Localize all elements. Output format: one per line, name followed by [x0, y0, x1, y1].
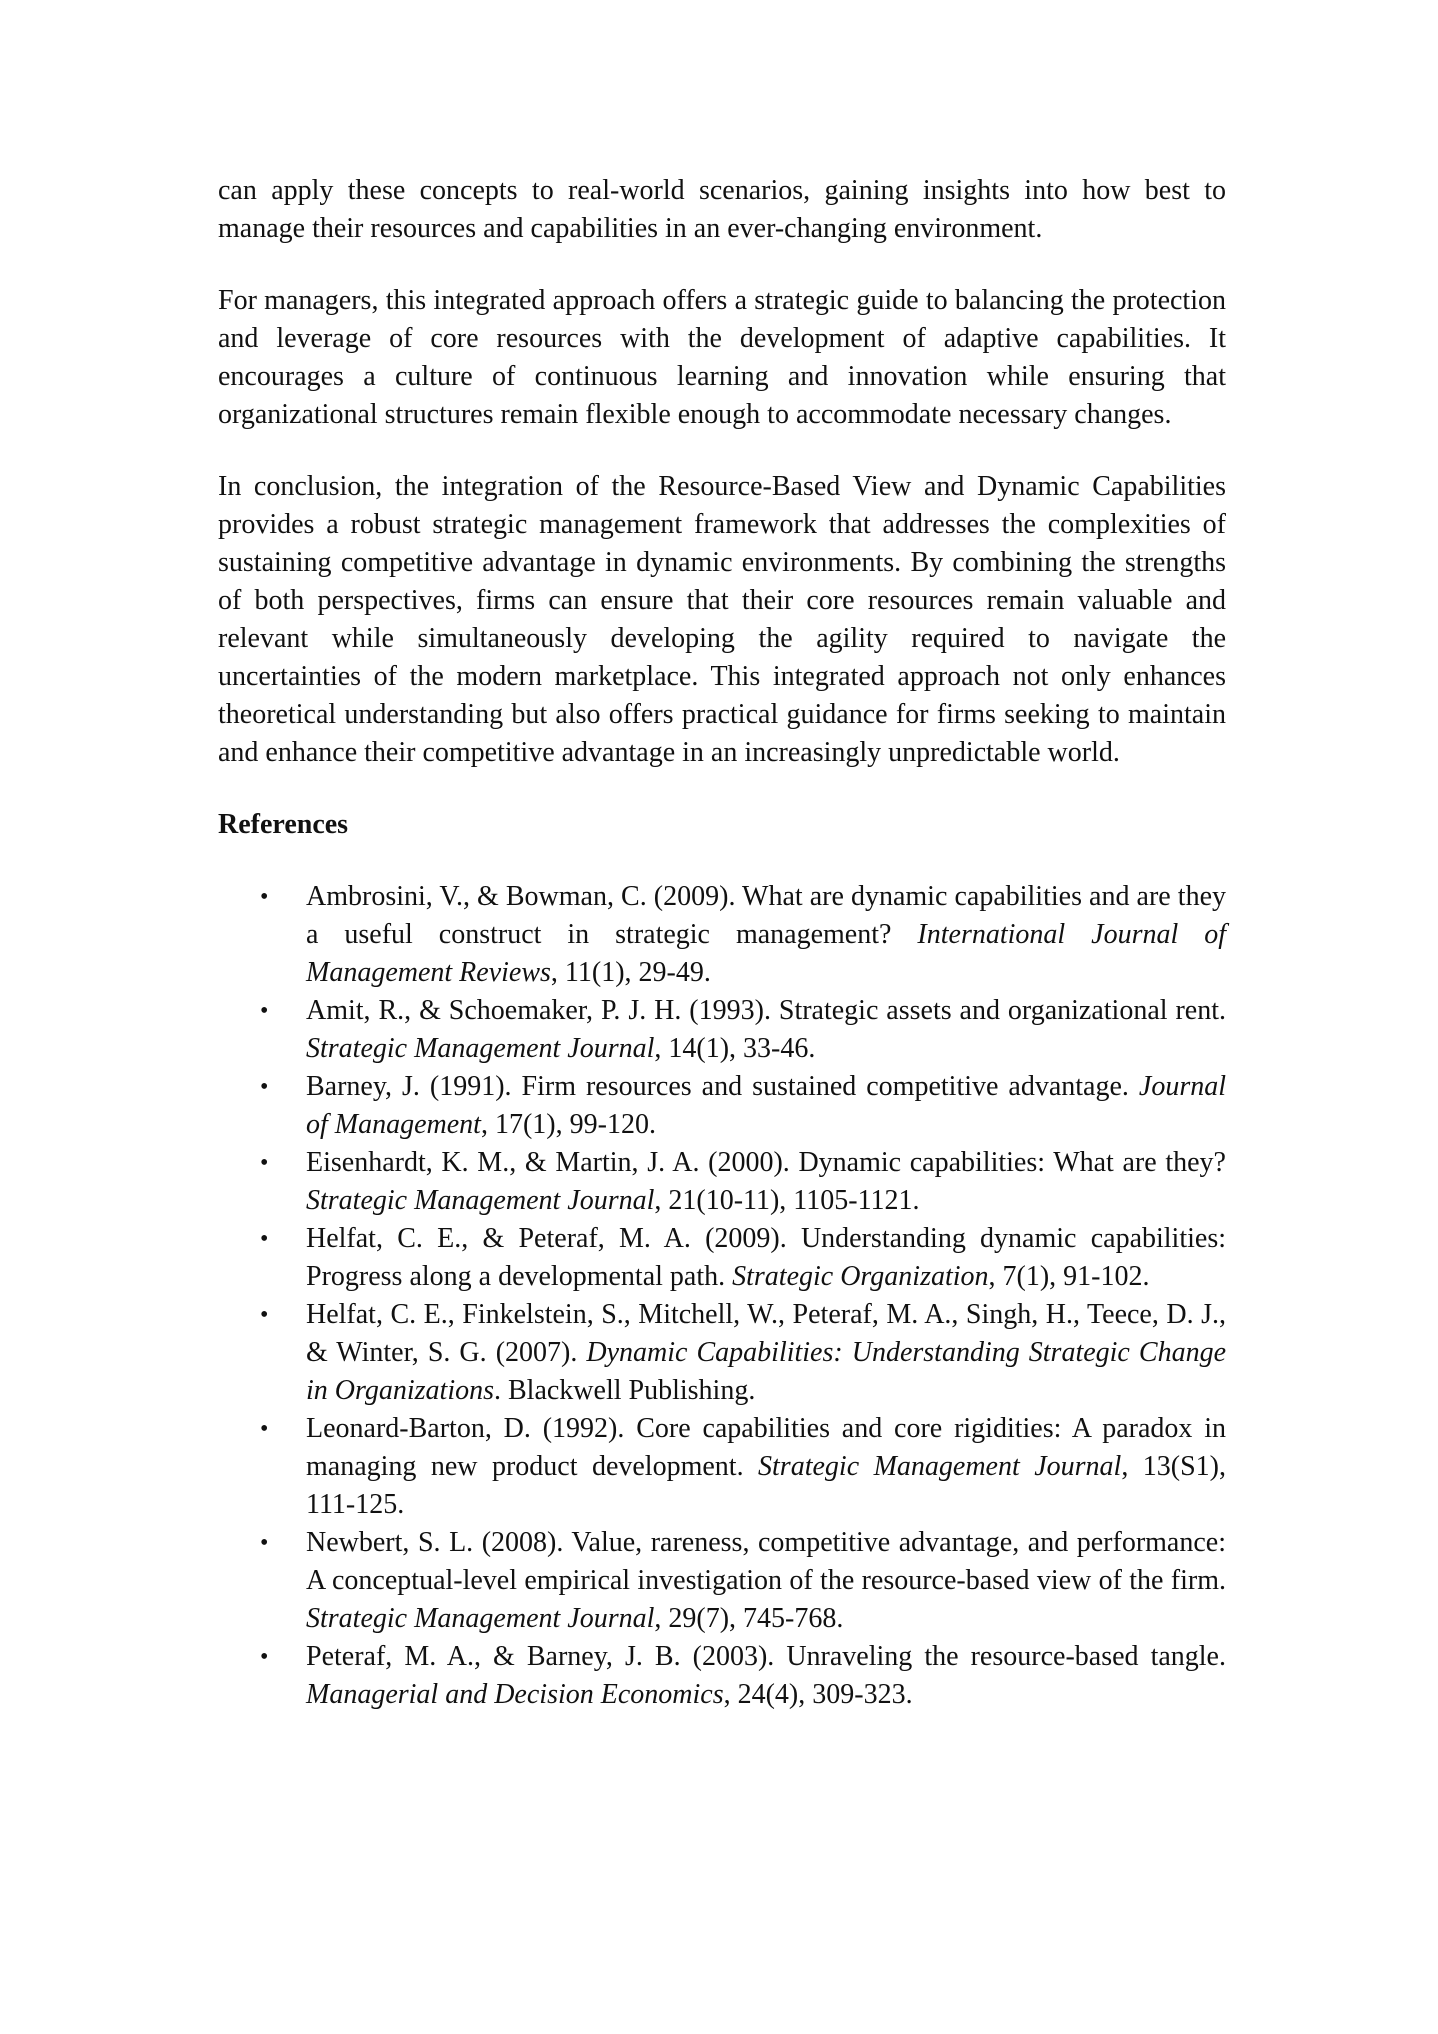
bullet-icon: •	[260, 1302, 269, 1328]
bullet-icon: •	[260, 1416, 269, 1442]
bullet-icon: •	[260, 1644, 269, 1670]
references-heading: References	[218, 809, 349, 840]
reference-text: Newbert, S. L. (2008). Value, rareness, competitive advantage, and performance: A conceptual-level empirical investigation of the resource-based view of the firm.	[306, 1527, 1226, 1596]
reference-details: , 17(1), 99-120.	[480, 1109, 656, 1140]
reference-source: Dynamic Capabilities: Understanding Strategic Change in Organizations	[306, 1337, 1226, 1406]
bullet-icon: •	[260, 1226, 269, 1252]
bullet-icon: •	[260, 1150, 269, 1176]
paragraph-conclusion: In conclusion, the integration of the Resource-Based View and Dynamic Capabilities provides a robust strategic management framework that addresses the complexities of sustaining competitive advantage in dynamic environments. By combining the strengths of both perspectives, firms can ensure that their core resources remain valuable and relevant while simultaneously developing the agility required to navigate the uncertainties of the modern marketplace. This integrated approach not only enhances theoretical understanding but also offers practical guidance for firms seeking to maintain and enhance their competitive advantage in an increasingly unpredictable world.	[218, 471, 1226, 768]
reference-source: Strategic Management Journal	[758, 1451, 1122, 1482]
bullet-icon: •	[260, 884, 269, 910]
reference-details: . Blackwell Publishing.	[494, 1375, 756, 1406]
reference-item	[218, 992, 1226, 1068]
reference-text: Peteraf, M. A., & Barney, J. B. (2003). Unraveling the resource-based tangle.	[306, 1641, 1226, 1672]
reference-text: Helfat, C. E., & Peteraf, M. A. (2009). Understanding dynamic capabilities: Progress along a developmental path.	[306, 1223, 1226, 1292]
reference-text: Leonard-Barton, D. (1992). Core capabilities and core rigidities: A paradox in managing new product development.	[306, 1413, 1226, 1482]
reference-details: , 29(7), 745-768.	[654, 1603, 844, 1634]
reference-text: Eisenhardt, K. M., & Martin, J. A. (2000). Dynamic capabilities: What are they?	[306, 1147, 1226, 1178]
reference-item	[218, 1296, 1226, 1410]
reference-item	[218, 1524, 1226, 1638]
reference-details: , 21(10-11), 1105-1121.	[654, 1185, 920, 1216]
reference-text: Helfat, C. E., Finkelstein, S., Mitchell, W., Peteraf, M. A., Singh, H., Teece, D. J., & Winter, S. G. (2007).	[306, 1299, 1226, 1368]
reference-source: Strategic Organization	[732, 1261, 989, 1292]
reference-item	[218, 878, 1226, 992]
document-page	[218, 172, 1226, 1714]
reference-details: , 7(1), 91-102.	[988, 1261, 1150, 1292]
reference-item	[218, 1068, 1226, 1144]
reference-item	[218, 1220, 1226, 1296]
reference-source: Managerial and Decision Economics	[306, 1679, 724, 1710]
bullet-icon: •	[260, 1530, 269, 1556]
reference-details: , 14(1), 33-46.	[654, 1033, 816, 1064]
reference-item	[218, 1410, 1226, 1524]
reference-text: Barney, J. (1991). Firm resources and sustained competitive advantage.	[306, 1071, 1139, 1102]
reference-source: Journal of Management	[306, 1071, 1226, 1140]
reference-text: Amit, R., & Schoemaker, P. J. H. (1993). Strategic assets and organizational rent.	[306, 995, 1226, 1026]
reference-source: Strategic Management Journal	[306, 1033, 655, 1064]
reference-item	[218, 1638, 1226, 1714]
references-list	[218, 878, 1226, 1714]
reference-text: Ambrosini, V., & Bowman, C. (2009). What are dynamic capabilities and are they a useful construct in strategic management?	[306, 881, 1226, 950]
paragraph-intro-continuation: can apply these concepts to real-world scenarios, gaining insights into how best to manage their resources and capabilities in an ever-changing environment.	[218, 175, 1226, 244]
reference-item	[218, 1144, 1226, 1220]
bullet-icon: •	[260, 998, 269, 1024]
reference-details: , 13(S1), 111-125.	[306, 1451, 1226, 1520]
reference-source: Strategic Management Journal	[306, 1603, 655, 1634]
reference-source: International Journal of Management Reviews	[306, 919, 1226, 988]
reference-details: , 11(1), 29-49.	[550, 957, 711, 988]
reference-details: , 24(4), 309-323.	[723, 1679, 913, 1710]
reference-source: Strategic Management Journal	[306, 1185, 655, 1216]
paragraph-managers: For managers, this integrated approach offers a strategic guide to balancing the protection and leverage of core resources with the development of adaptive capabilities. It encourages a culture of continuous learning and innovation while ensuring that organizational structures remain flexible enough to accommodate necessary changes.	[218, 285, 1226, 430]
bullet-icon: •	[260, 1074, 269, 1100]
